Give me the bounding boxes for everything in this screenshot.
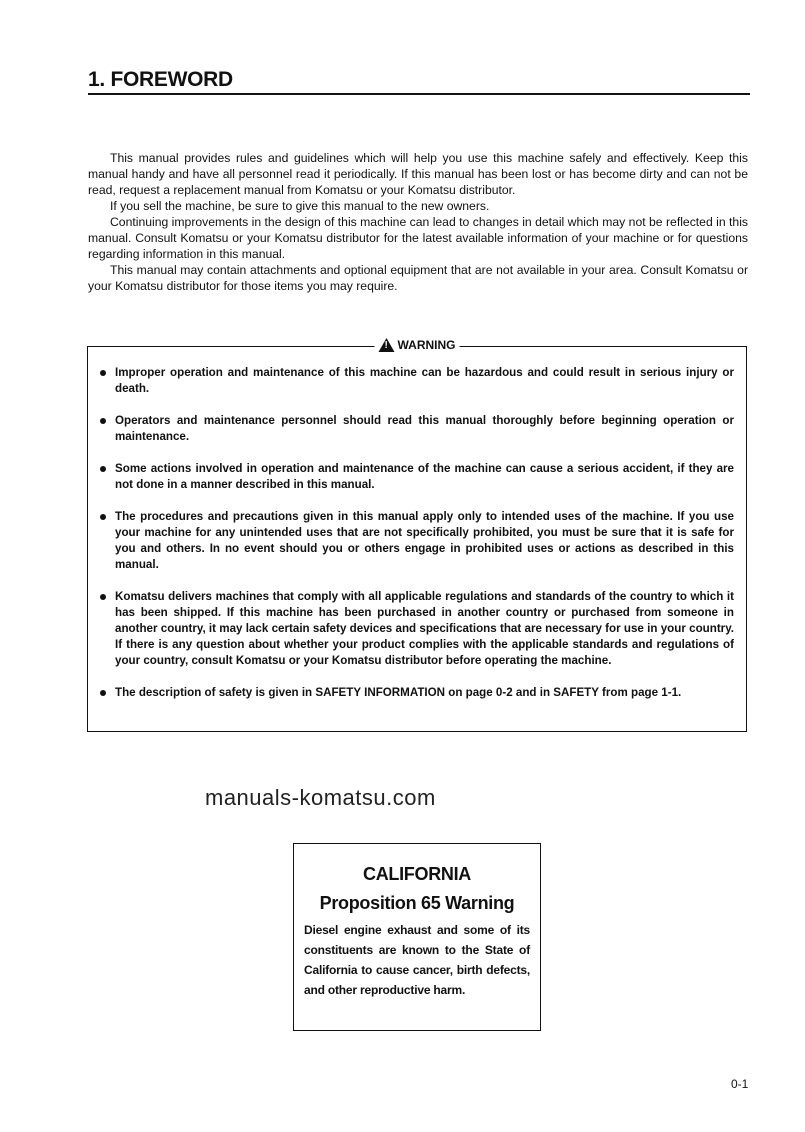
california-title: CALIFORNIA xyxy=(363,864,471,884)
warning-item xyxy=(98,685,734,701)
intro-text xyxy=(88,150,748,294)
warning-triangle-icon: ! xyxy=(379,338,395,352)
warning-item xyxy=(98,589,734,669)
intro-paragraph: Continuing improvements in the design of this machine can lead to changes in detail which may not be reflected in this manual. Consult Komatsu or your Komatsu distributor for the latest available information of your machine or for questions regarding information in this manual. xyxy=(88,215,748,261)
warning-label: WARNING xyxy=(397,338,456,352)
warning-item xyxy=(98,365,734,397)
california-subtitle: Proposition 65 Warning xyxy=(319,893,515,913)
warning-item-text: Komatsu delivers machines that comply with all applicable regulations and standards of the country to which it has been shipped. If this machine has been purchased in another country or purchased from someone in another country, it may lack certain safety devices and specifications that are necessary for use in your country. If there is any question about whether your product complies with the applicable standards and regulations of your country, consult Komatsu or your Komatsu distributor before operating the machine. xyxy=(115,590,734,667)
watermark: manuals-komatsu.com xyxy=(205,785,436,810)
page-number: 0-1 xyxy=(731,1077,749,1091)
bullet-icon xyxy=(100,594,106,600)
warning-item-text: The description of safety is given in SAFETY INFORMATION on page 0-2 and in SAFETY from page 1-1. xyxy=(115,686,682,699)
intro-paragraph: This manual may contain attachments and optional equipment that are not available in your area. Consult Komatsu or your Komatsu distributor for those items you may require. xyxy=(88,263,748,293)
warning-item-text: The procedures and precautions given in this manual apply only to intended uses of the machine. If you use your machine for any unintended uses that are not specifically prohibited, you must be sure that it is safe for you and others. In no event should you or others engage in prohibited uses or actions as described in this manual. xyxy=(115,510,734,571)
warning-item xyxy=(98,509,734,573)
warning-item xyxy=(98,413,734,445)
intro-paragraph: This manual provides rules and guidelines which will help you use this machine safely and effectively. Keep this manual handy and have all personnel read it periodically. If this manual has been lost or has become dirty and can not be read, request a replacement manual from Komatsu or your Komatsu distributor. xyxy=(88,151,748,197)
warning-box xyxy=(87,338,747,732)
warning-item xyxy=(98,461,734,493)
bullet-icon xyxy=(100,466,106,472)
bullet-icon xyxy=(100,418,106,424)
title-underline xyxy=(88,93,750,95)
california-prop65-box xyxy=(293,843,541,1031)
page-title: 1. FOREWORD xyxy=(88,68,233,91)
warning-heading xyxy=(375,338,460,352)
california-body: Diesel engine exhaust and some of its constituents are known to the State of California to cause cancer, birth defects, and other reproductive harm. xyxy=(304,923,530,997)
intro-paragraph: If you sell the machine, be sure to give this manual to the new owners. xyxy=(110,199,490,213)
warning-item-text: Operators and maintenance personnel should read this manual thoroughly before beginning operation or maintenance. xyxy=(115,414,734,443)
warning-item-text: Improper operation and maintenance of this machine can be hazardous and could result in serious injury or death. xyxy=(115,366,734,395)
warning-item-text: Some actions involved in operation and maintenance of the machine can cause a serious accident, if they are not done in a manner described in this manual. xyxy=(115,462,734,491)
bullet-icon xyxy=(100,514,106,520)
bullet-icon xyxy=(100,370,106,376)
bullet-icon xyxy=(100,690,106,696)
